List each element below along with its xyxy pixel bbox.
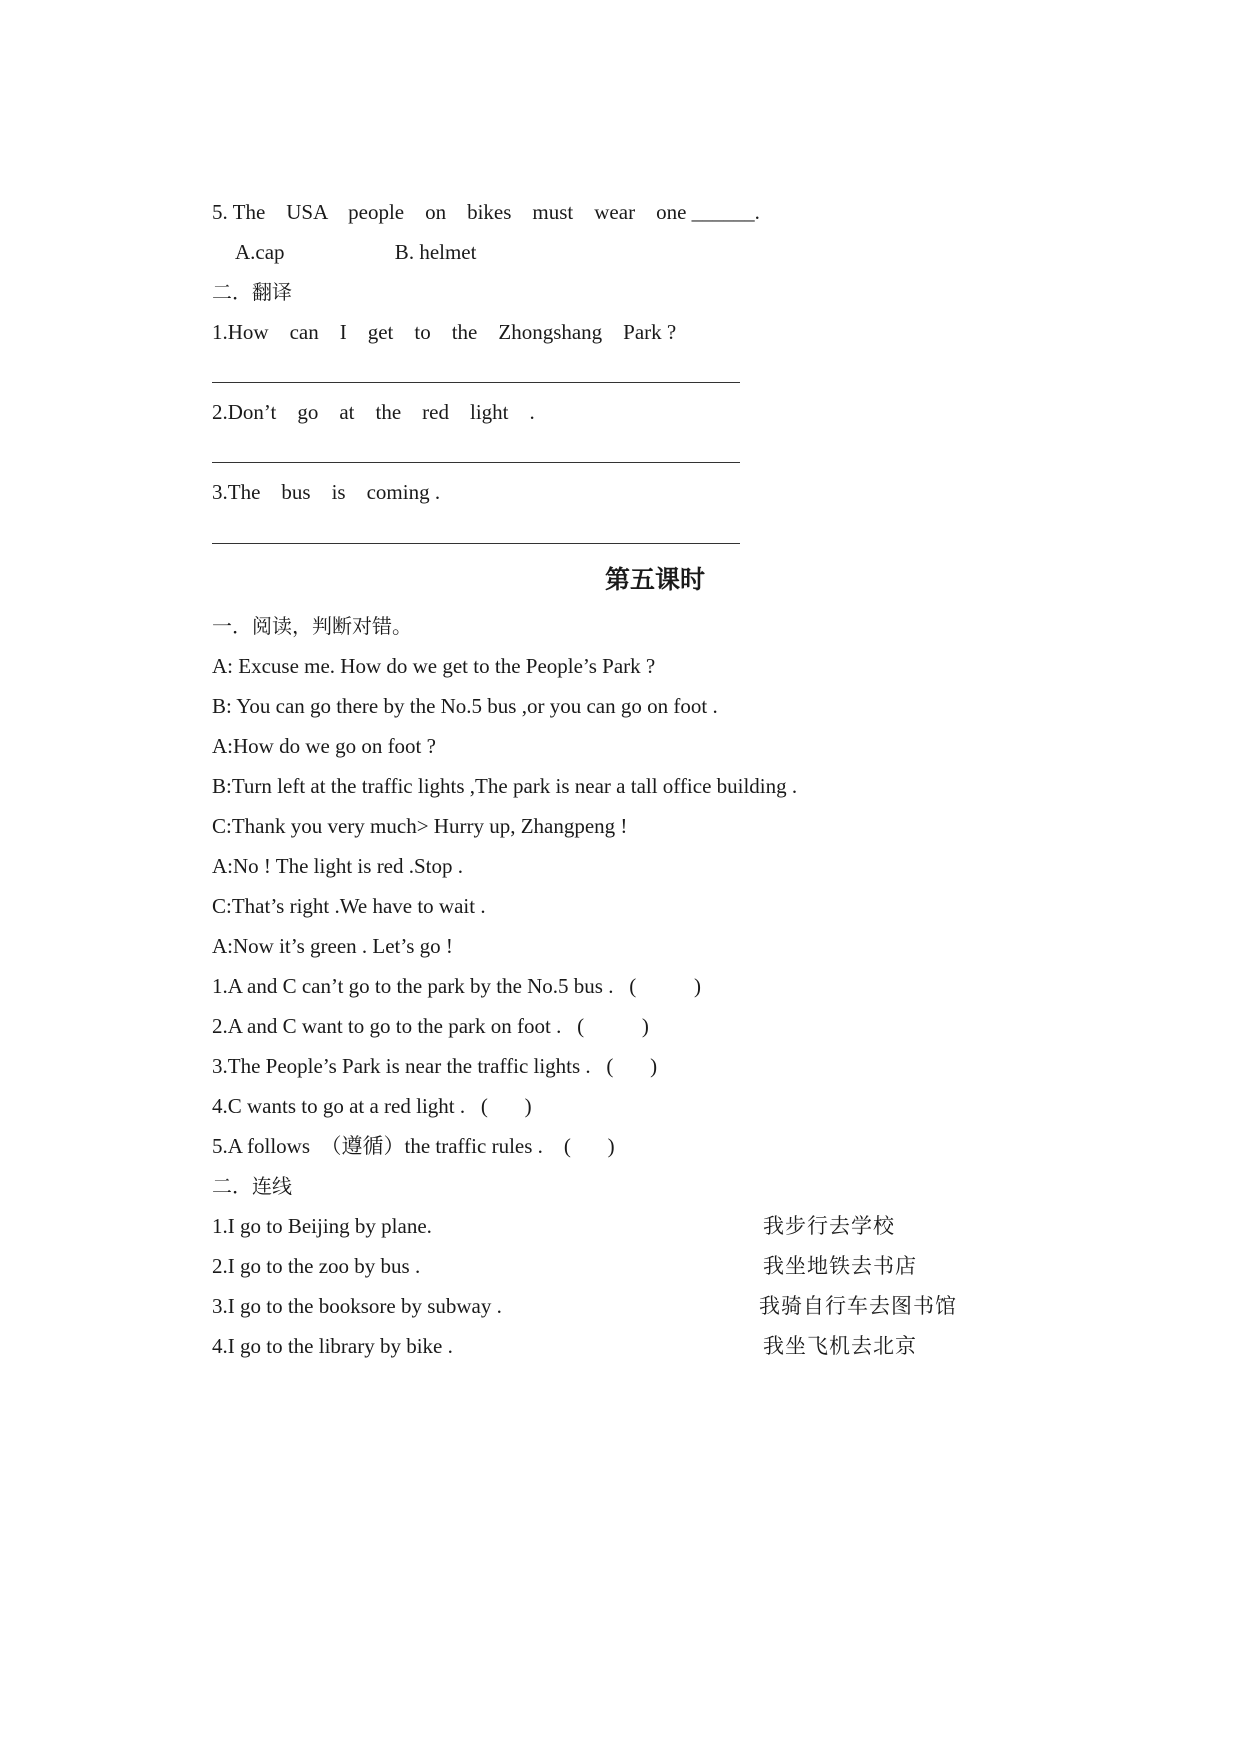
matching-left-4: 4.I go to the library by bike . [212,1334,453,1358]
answer-line-1[interactable] [212,382,740,383]
lesson-title: 第五课时 [604,565,705,594]
dialogue-line: B:Turn left at the traffic lights ,The park is near a tall office building . [212,774,798,798]
translation-item-3: 3.The bus is coming . [212,480,441,504]
dialogue-line: A:No ! The light is red .Stop . [212,854,464,878]
dialogue-line: C:Thank you very much> Hurry up, Zhangpeng ! [212,814,628,838]
answer-line-2[interactable] [212,462,740,463]
translation-item-1: 1.How can I get to the Zhongshang Park ? [212,320,677,344]
statement-3: 3.The People’s Park is near the traffic lights . ( ) [212,1054,658,1078]
matching-right-4: 我坐飞机去北京 [763,1334,917,1358]
statement-2: 2.A and C want to go to the park on foot . ( ) [212,1014,649,1038]
dialogue-line: C:That’s right .We have to wait . [212,894,486,918]
matching-left-3: 3.I go to the booksore by subway . [212,1294,502,1318]
matching-right-2: 我坐地铁去书店 [763,1254,917,1278]
matching-right-3: 我骑自行车去图书馆 [759,1294,957,1318]
dialogue-line: A: Excuse me. How do we get to the People’s Park ? [212,654,656,678]
dialogue-line: A:How do we go on foot ? [212,734,436,758]
matching-right-1: 我步行去学校 [763,1214,895,1238]
reading-heading: 一．阅读，判断对错。 [212,614,412,638]
matching-heading: 二．连线 [212,1174,292,1198]
matching-left-2: 2.I go to the zoo by bus . [212,1254,421,1278]
translation-heading: 二．翻译 [212,280,292,304]
statement-4: 4.C wants to go at a red light . ( ) [212,1094,532,1118]
question-5: 5. The USA people on bikes must wear one ______. [212,200,760,224]
answer-line-3[interactable] [212,543,740,544]
statement-1: 1.A and C can’t go to the park by the No.5 bus . ( ) [212,974,701,998]
statement-5: 5.A follows （遵循）the traffic rules . ( ) [212,1134,615,1158]
translation-item-2: 2.Don’t go at the red light . [212,400,535,424]
dialogue-line: A:Now it’s green . Let’s go ! [212,934,453,958]
matching-left-1: 1.I go to Beijing by plane. [212,1214,432,1238]
dialogue-line: B: You can go there by the No.5 bus ,or you can go on foot . [212,694,718,718]
question-5-options: A.cap B. helmet [235,240,477,264]
